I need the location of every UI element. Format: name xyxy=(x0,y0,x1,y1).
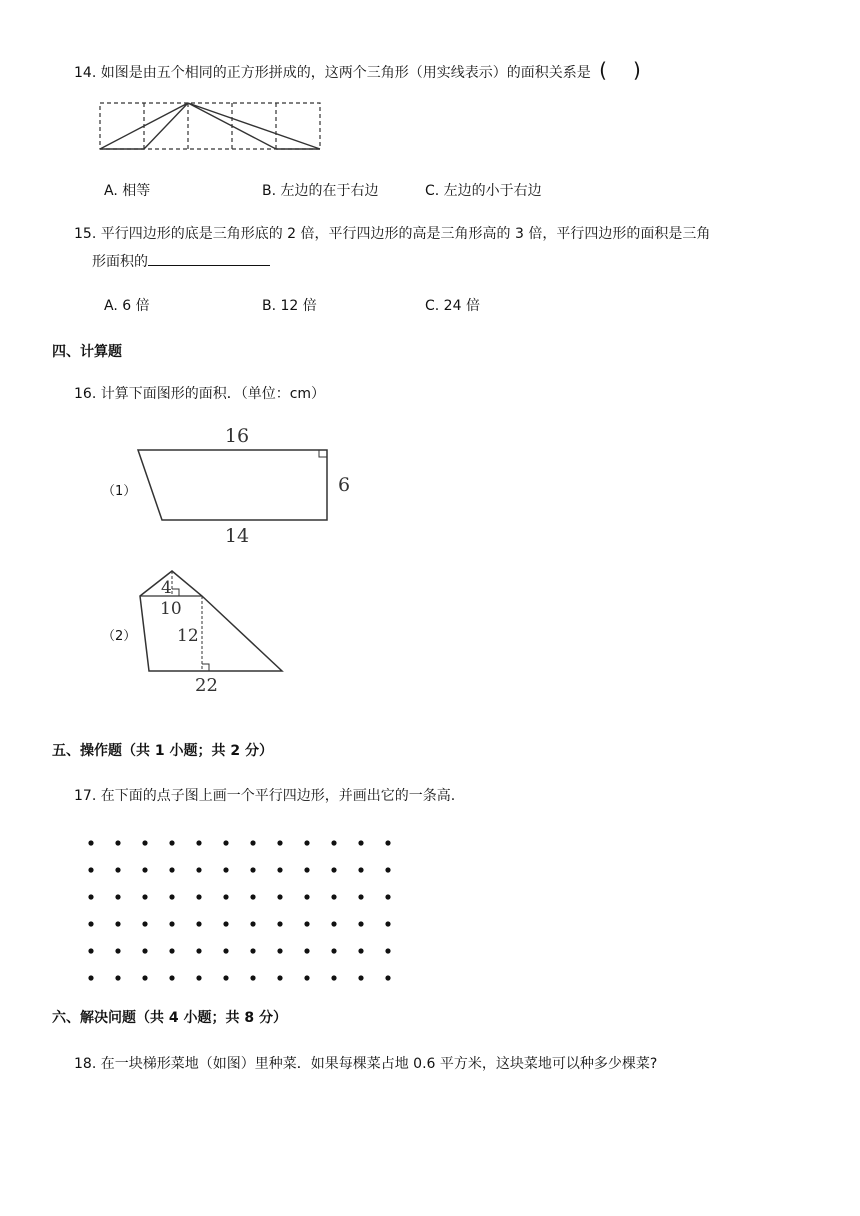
grid-dot[interactable] xyxy=(358,948,363,953)
grid-dot[interactable] xyxy=(142,894,147,899)
q15-option-b[interactable]: B. 12 倍 xyxy=(262,298,317,314)
q16-number: 16. xyxy=(74,386,97,402)
grid-dot[interactable] xyxy=(88,921,93,926)
grid-dot[interactable] xyxy=(358,840,363,845)
grid-dot[interactable] xyxy=(115,840,120,845)
grid-dot[interactable] xyxy=(223,948,228,953)
grid-dot[interactable] xyxy=(115,867,120,872)
q18-text-line xyxy=(74,1053,657,1073)
grid-dot[interactable] xyxy=(385,894,390,899)
grid-dot[interactable] xyxy=(115,894,120,899)
grid-dot[interactable] xyxy=(223,867,228,872)
q14-option-c[interactable]: C. 左边的小于右边 xyxy=(425,183,542,199)
grid-dot[interactable] xyxy=(169,975,174,980)
q16-fig2-composite xyxy=(130,565,290,700)
q15-answer-blank[interactable] xyxy=(148,251,270,266)
grid-dot[interactable] xyxy=(331,948,336,953)
grid-dot[interactable] xyxy=(142,840,147,845)
grid-dot[interactable] xyxy=(88,975,93,980)
grid-dot[interactable] xyxy=(88,894,93,899)
grid-dot[interactable] xyxy=(358,975,363,980)
grid-dot[interactable] xyxy=(304,948,309,953)
q14-paren-open: ( xyxy=(599,58,607,82)
grid-dot[interactable] xyxy=(196,948,201,953)
fig2-mid-height-label: 12 xyxy=(177,626,199,646)
grid-dot[interactable] xyxy=(331,975,336,980)
q16-fig2-label: （2） xyxy=(102,629,137,644)
grid-dot[interactable] xyxy=(196,867,201,872)
grid-dot[interactable] xyxy=(169,921,174,926)
grid-dot[interactable] xyxy=(223,894,228,899)
q16-text: 计算下面图形的面积．（单位：cm） xyxy=(100,386,326,402)
q14-paren-close: ) xyxy=(632,58,641,82)
q14-text-line xyxy=(74,58,641,82)
q14-text: 如图是由五个相同的正方形拼成的，这两个三角形（用实线表示）的面积关系是 xyxy=(100,65,591,81)
grid-dot[interactable] xyxy=(304,975,309,980)
grid-dot[interactable] xyxy=(385,867,390,872)
q14-number: 14. xyxy=(74,65,97,81)
grid-dot[interactable] xyxy=(169,867,174,872)
grid-dot[interactable] xyxy=(223,921,228,926)
grid-dot[interactable] xyxy=(142,975,147,980)
grid-dot[interactable] xyxy=(250,921,255,926)
fig2-small-height-label: 4 xyxy=(161,578,172,598)
fig2-bottom-label: 22 xyxy=(195,675,218,696)
q15-option-c[interactable]: C. 24 倍 xyxy=(425,298,480,314)
q14-squares-figure xyxy=(96,98,324,154)
grid-dot[interactable] xyxy=(304,894,309,899)
q17-text-line xyxy=(74,785,455,805)
grid-dot[interactable] xyxy=(88,867,93,872)
grid-dot[interactable] xyxy=(304,867,309,872)
grid-dot[interactable] xyxy=(385,975,390,980)
grid-dot[interactable] xyxy=(358,894,363,899)
q16-text-line xyxy=(74,383,325,403)
q15-option-a[interactable]: A. 6 倍 xyxy=(104,298,150,314)
fig1-height-label: 6 xyxy=(338,474,351,496)
q17-dot-grid[interactable] xyxy=(80,832,400,990)
q15-text-2: 形面积的 xyxy=(92,254,148,270)
grid-dot[interactable] xyxy=(142,948,147,953)
q14-option-a[interactable]: A. 相等 xyxy=(104,183,151,199)
q15-text-line1 xyxy=(74,223,710,243)
grid-dot[interactable] xyxy=(223,840,228,845)
grid-dot[interactable] xyxy=(277,975,282,980)
q17-text: 在下面的点子图上画一个平行四边形，并画出它的一条高. xyxy=(100,788,456,804)
q17-number: 17. xyxy=(74,788,97,804)
grid-dot[interactable] xyxy=(250,840,255,845)
grid-dot[interactable] xyxy=(196,840,201,845)
grid-dot[interactable] xyxy=(169,894,174,899)
section4-title: 四、计算题 xyxy=(52,344,122,360)
grid-dot[interactable] xyxy=(250,948,255,953)
grid-dot[interactable] xyxy=(169,948,174,953)
grid-dot[interactable] xyxy=(142,867,147,872)
grid-dot[interactable] xyxy=(277,840,282,845)
grid-dot[interactable] xyxy=(196,921,201,926)
grid-dot[interactable] xyxy=(277,894,282,899)
grid-dot[interactable] xyxy=(277,921,282,926)
fig1-top-label: 16 xyxy=(224,425,250,447)
q14-option-b[interactable]: B. 左边的在于右边 xyxy=(262,183,379,199)
q15-text-line2 xyxy=(92,251,270,271)
grid-dot[interactable] xyxy=(142,921,147,926)
grid-dot[interactable] xyxy=(385,921,390,926)
q16-fig1-label: （1） xyxy=(102,484,137,499)
grid-dot[interactable] xyxy=(250,867,255,872)
grid-dot[interactable] xyxy=(115,948,120,953)
grid-dot[interactable] xyxy=(304,840,309,845)
q15-text-1: 平行四边形的底是三角形底的 2 倍，平行四边形的高是三角形高的 3 倍，平行四边形的面积是三角 xyxy=(100,226,711,242)
fig2-top-label: 10 xyxy=(160,599,182,619)
grid-dot[interactable] xyxy=(196,975,201,980)
fig1-bottom-label: 14 xyxy=(224,525,250,547)
q15-number: 15. xyxy=(74,226,97,242)
grid-dot[interactable] xyxy=(169,840,174,845)
grid-dot[interactable] xyxy=(358,921,363,926)
grid-dot[interactable] xyxy=(196,894,201,899)
section6-title: 六、解决问题（共 4 小题；共 8 分） xyxy=(52,1010,287,1026)
grid-dot[interactable] xyxy=(115,921,120,926)
grid-dot[interactable] xyxy=(88,948,93,953)
grid-dot[interactable] xyxy=(358,867,363,872)
q18-text: 在一块梯形菜地（如图）里种菜．如果每棵菜占地 0.6 平方米，这块菜地可以种多少棵菜? xyxy=(100,1056,658,1072)
q16-fig1-trapezoid xyxy=(130,420,360,550)
grid-dot[interactable] xyxy=(277,948,282,953)
grid-dot[interactable] xyxy=(331,867,336,872)
section5-title: 五、操作题（共 1 小题；共 2 分） xyxy=(52,743,273,759)
grid-dot[interactable] xyxy=(250,894,255,899)
grid-dot[interactable] xyxy=(250,975,255,980)
grid-dot[interactable] xyxy=(331,921,336,926)
grid-dot[interactable] xyxy=(385,948,390,953)
q18-number: 18. xyxy=(74,1056,97,1072)
grid-dot[interactable] xyxy=(331,894,336,899)
grid-dot[interactable] xyxy=(115,975,120,980)
grid-dot[interactable] xyxy=(277,867,282,872)
grid-dot[interactable] xyxy=(331,840,336,845)
grid-dot[interactable] xyxy=(385,840,390,845)
grid-dot[interactable] xyxy=(304,921,309,926)
grid-dot[interactable] xyxy=(88,840,93,845)
grid-dot[interactable] xyxy=(223,975,228,980)
